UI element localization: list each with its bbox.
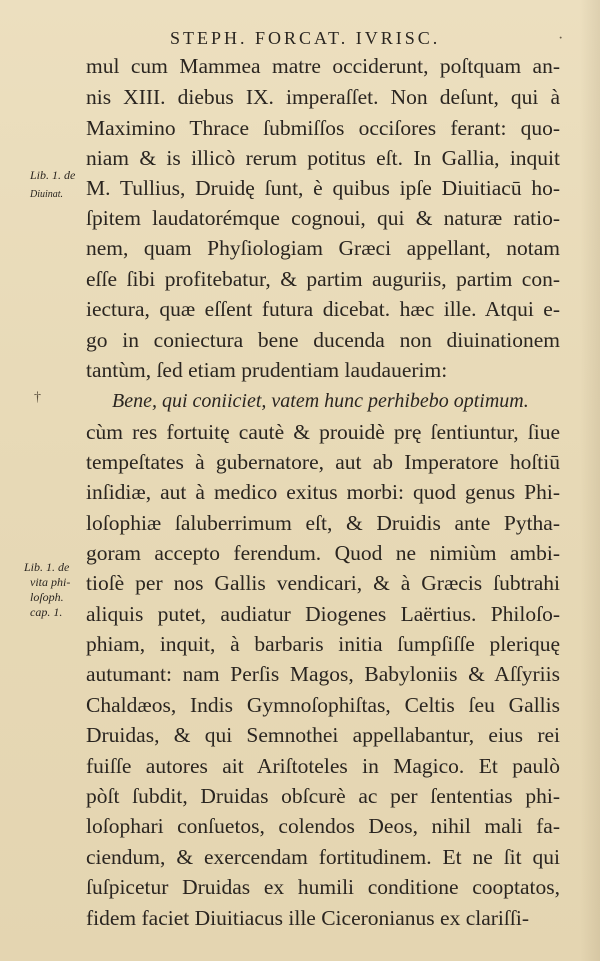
margin-note-cap: cap. 1. — [30, 605, 63, 619]
verse-quote: Bene, qui coniiciet, vatem hunc perhibebo optimum. — [112, 390, 529, 412]
text-line-22: Druidas, & qui Semnothei appellabantur, eius rei — [86, 723, 560, 747]
margin-note-losoph: loſoph. — [30, 590, 64, 604]
text-line-5: M. Tullius, Druidę ſunt, è quibus ipſe Diuitiacū ho- — [86, 176, 560, 200]
margin-note-lib1: Lib. 1. de — [30, 168, 76, 182]
text-line-11: tantùm, ſed etiam prudentiam laudauerim: — [86, 358, 448, 382]
text-line-24: pòſt ſubdit, Druidas obſcurè ac per ſententias phi- — [86, 784, 560, 808]
text-line-28: fidem faciet Diuitiacus ille Ciceronianus ex clariſſi- — [86, 906, 529, 930]
text-line-26: ciendum, & exercendam fortitudinem. Et ne ſit qui — [86, 845, 560, 869]
margin-note-lib1-vita: Lib. 1. de — [24, 560, 70, 574]
text-line-18: aliquis putet, audiatur Diogenes Laërtius. Philoſo- — [86, 602, 560, 626]
text-line-2: nis XIII. diebus IX. imperaſſet. Non deſunt, qui à — [86, 85, 560, 109]
text-line-20: autumant: nam Perſis Magos, Babyloniis & Aſſyriis — [86, 662, 560, 686]
running-head: STEPH. FORCAT. IVRISC. — [170, 28, 441, 48]
text-line-6: ſpitem laudatorémque cognoui, qui & naturæ ratio- — [86, 206, 560, 230]
text-line-27: ſuſpicetur Druidas ex humili conditione cooptatos, — [86, 875, 560, 899]
text-line-25: loſophari conſuetos, colendos Deos, nihil mali fa- — [86, 814, 560, 838]
margin-note-diuinat: Diuinat. — [30, 189, 64, 200]
text-line-3: Maximino Thrace ſubmiſſos occiſores ferant: quo- — [86, 116, 560, 140]
text-line-8: eſſe ſibi profitebatur, & partim auguriis, partim con- — [86, 267, 560, 291]
text-line-7: nem, quam Phyſiologiam Græci appellant, notam — [86, 236, 560, 260]
text-line-19: phiam, inquit, à barbaris initia ſumpſiſſe pleriquę — [86, 632, 560, 656]
text-line-23: fuiſſe autores ait Ariſtoteles in Magico. Et paulò — [86, 754, 560, 778]
text-line-4: niam & is illicò rerum potitus eſt. In Gallia, inquit — [86, 146, 560, 170]
text-line-10: go in coniectura bene ducenda non diuinationem — [86, 328, 560, 352]
text-line-14: inſidiæ, aut à medico exitus morbi: quod genus Phi- — [86, 480, 560, 504]
text-line-17: tioſè per nos Gallis vendicari, & à Græcis ſubtrahi — [86, 571, 560, 595]
text-line-9: iectura, quæ eſſent futura dicebat. hæc ille. Atqui e- — [86, 297, 560, 321]
margin-dagger: † — [34, 390, 41, 405]
text-line-16: goram accepto ferendum. Quod ne nimiùm ambi- — [86, 541, 560, 565]
corner-mark: · — [558, 30, 564, 47]
page-edge-shadow — [580, 0, 600, 961]
text-line-12: cùm res fortuitę cautè & prouidè prę ſentiuntur, ſiue — [86, 420, 560, 444]
text-line-1: mul cum Mammea matre occiderunt, poſtquam an- — [86, 54, 560, 78]
margin-note-vita-phi: vita phi- — [30, 575, 71, 589]
text-line-13: tempeſtates à gubernatore, aut ab Imperatore hoſtiū — [86, 450, 560, 474]
text-line-21: Chaldæos, Indis Gymnoſophiſtas, Celtis ſeu Gallis — [86, 693, 560, 717]
text-line-15: loſophiæ ſaluberrimum eſt, & Druidis ante Pytha- — [86, 511, 560, 535]
